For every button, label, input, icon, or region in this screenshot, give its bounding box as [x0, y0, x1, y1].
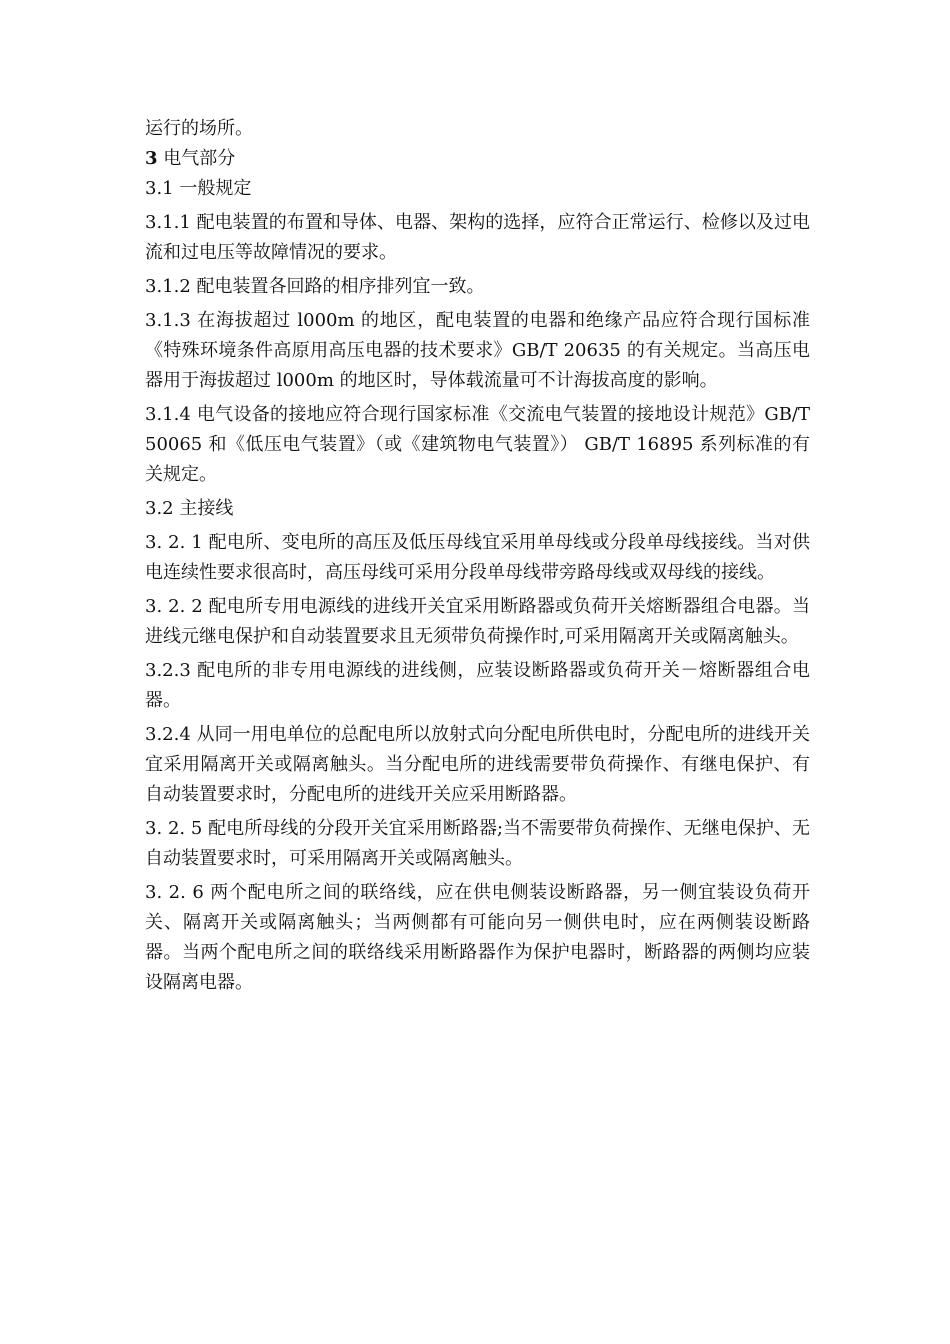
clause-3-2-2: 3. 2. 2 配电所专用电源线的进线开关宜采用断路器或负荷开关熔断器组合电器。当进线元继电保护和自动装置要求且无须带负荷操作时,可采用隔离开关或隔离触头。	[145, 596, 810, 647]
clause-3-2-5: 3. 2. 5 配电所母线的分段开关宜采用断路器;当不需要带负荷操作、无继电保护、无自动装置要求时，可采用隔离开关或隔离触头。	[145, 818, 810, 869]
clause-3-1-2: 3.1.2 配电装置各回路的相序排列宜一致。	[145, 276, 485, 297]
section-number: 3	[145, 148, 158, 169]
clause-3-2-6: 3. 2. 6 两个配电所之间的联络线，应在供电侧装设断路器，另一侧宜装设负荷开关、隔离开关或隔离触头；当两侧都有可能向另一侧供电时，应在两侧装设断路器。当两个配电所之间的联络线采用断路器作为保护电器时，断路器的两侧均应装设隔离电器。	[145, 882, 810, 993]
clause-3-2-4: 3.2.4 从同一用电单位的总配电所以放射式向分配电所供电时，分配电所的进线开关宜采用隔离开关或隔离触头。当分配电所的进线需要带负荷操作、有继电保护、有自动装置要求时，分配电所的进线开关应采用断路器。	[145, 724, 810, 805]
clause-3-2-1: 3. 2. 1 配电所、变电所的高压及低压母线宜采用单母线或分段单母线接线。当对供电连续性要求很高时，高压母线可采用分段单母线带旁路母线或双母线的接线。	[145, 532, 810, 583]
paragraph-continuation: 运行的场所。	[145, 118, 253, 139]
clause-3-1-1: 3.1.1 配电装置的布置和导体、电器、架构的选择，应符合正常运行、检修以及过电流和过电压等故障情况的要求。	[145, 212, 810, 263]
section-heading-3	[145, 144, 810, 174]
subsection-heading-3-2: 3.2 主接线	[145, 498, 234, 519]
clause-3-1-3: 3.1.3 在海拔超过 l000m 的地区，配电装置的电器和绝缘产品应符合现行国标准《特殊环境条件高原用高压电器的技术要求》GB/T 20635 的有关规定。当高压电器用于海拔超过 l000m 的地区时，导体载流量可不计海拔高度的影响。	[145, 310, 810, 391]
subsection-heading-3-1: 3.1 一般规定	[145, 178, 252, 199]
section-title: 电气部分	[157, 148, 236, 169]
clause-3-2-3: 3.2.3 配电所的非专用电源线的进线侧，应装设断路器或负荷开关－熔断器组合电器。	[145, 660, 810, 711]
clause-3-1-4: 3.1.4 电气设备的接地应符合现行国家标准《交流电气装置的接地设计规范》GB/T 50065 和《低压电气装置》（或《建筑物电气装置》） GB/T 16895 系列标准的有关规定。	[145, 404, 810, 485]
document-page	[145, 114, 810, 998]
